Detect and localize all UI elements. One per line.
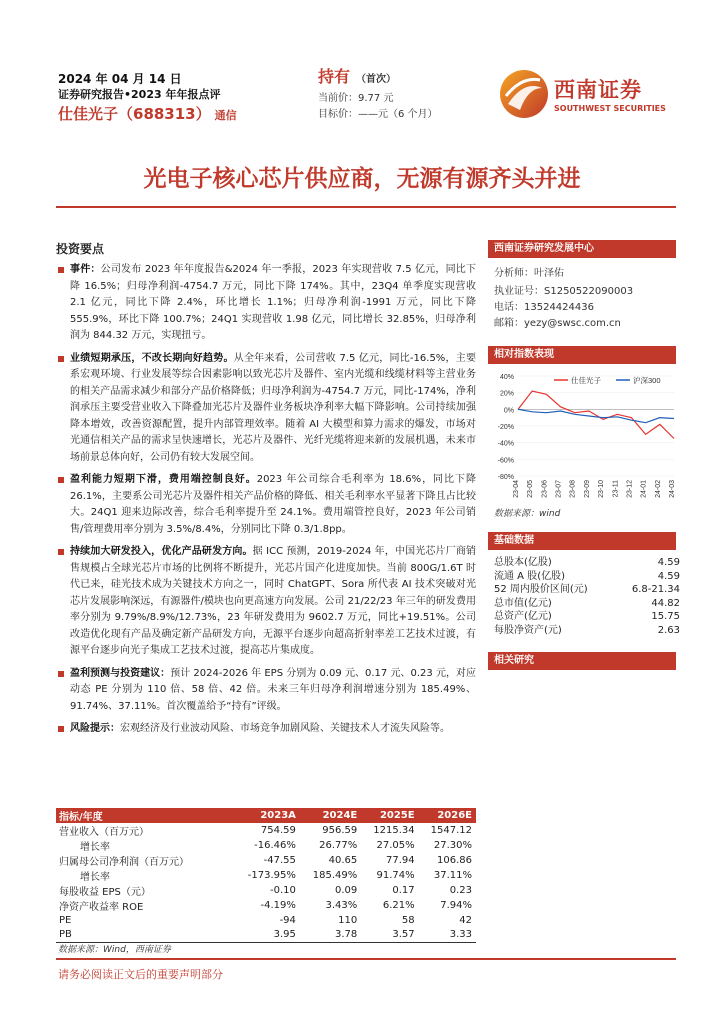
table-row: 净资产收益率 ROE -4.19% 3.43% 6.21% 7.94% xyxy=(59,900,472,913)
analyst-name: 分析师：叶泽佑 xyxy=(494,268,564,279)
title-divider xyxy=(56,206,676,208)
y-tick-label: 20% xyxy=(499,390,514,398)
sector-tag: 通信 xyxy=(214,109,237,122)
research-center-header: 西南证券研究发展中心 xyxy=(488,240,676,258)
table-source: 数据来源：Wind，西南证券 xyxy=(58,945,171,955)
x-tick-label: 24-03 xyxy=(669,480,676,498)
basic-row: 总股本(亿股) 4.59 xyxy=(494,557,680,568)
x-tick-label: 24-02 xyxy=(654,480,662,498)
chart-source: 数据来源：wind xyxy=(494,509,561,519)
series-line-1 xyxy=(518,409,674,422)
report-header xyxy=(58,72,298,127)
basic-row: 总市值(亿元) 44.82 xyxy=(494,597,680,609)
x-tick-label: 23-05 xyxy=(527,480,535,498)
relative-index-header: 相对指数表现 xyxy=(488,346,676,364)
table-row: 营业收入（百万元） 754.59 956.59 1215.34 1547.12 xyxy=(59,825,472,838)
y-tick-label: -60% xyxy=(497,457,514,465)
key-points xyxy=(56,262,476,744)
x-tick-label: 23-11 xyxy=(612,480,620,498)
basic-row: 总资产(亿元) 15.75 xyxy=(494,611,680,622)
rating xyxy=(318,66,488,91)
related-research-header: 相关研究 xyxy=(488,652,676,670)
analyst-email[interactable]: 邮箱：yezy@swsc.com.cn xyxy=(494,318,621,329)
table-header-row: 指标/年度 2023A 2024E 2025E 2026E xyxy=(56,808,476,823)
legend-label: 仕佳光子 xyxy=(571,376,601,385)
x-tick-label: 24-01 xyxy=(640,480,648,498)
report-date: 2024 年 04 月 14 日 xyxy=(58,72,182,86)
x-tick-label: 23-09 xyxy=(583,480,591,498)
table-row: PE -94 110 58 42 xyxy=(59,914,472,926)
report-type: 证券研究报告•2023 年年报点评 xyxy=(58,88,221,101)
logo-cn-text: 西南证券 xyxy=(554,77,642,102)
rating-note: （首次） xyxy=(356,74,397,85)
x-tick-label: 23-07 xyxy=(555,480,563,498)
x-tick-label: 23-08 xyxy=(569,480,577,498)
x-tick-label: 23-04 xyxy=(513,480,520,498)
x-tick-label: 23-06 xyxy=(541,480,549,498)
point-profitability: 盈利能力短期下滑，费用端控制良好。2023 年公司综合毛利率为 18.6%，同比下降 26.1%，主要系公司光芯片及器件相关产品价格的降低、相关毛利率水平显著下降且占比较大。24Q1 迎来边际改善，综合毛利率提升至 24.1%。费用端管控良好，2023 年公司销售/管理费用率分别为 3.5%/8.4%，分别同比下降 0.3/1.8pp。 xyxy=(56,472,476,538)
brand-logo xyxy=(498,66,678,126)
point-event: 事件：公司发布 2023 年年度报告&2024 年一季报，2023 年实现营收 7.5 亿元，同比下降 16.5%；归母净利润-4754.7 万元，同比下降 174%。其中，23Q4 单季度实现营收 2.1 亿元，同比下降 2.4%，环比增长 1.1%；归母净利润-1991 万元，同比下降 555.9%，环比下降 100.7%；24Q1 实现营收 1.98 亿元，同比增长 32.85%，归母净利润为 844.32 万元，实现扭亏。 xyxy=(56,262,476,345)
company-code: 仕佳光子（688313） xyxy=(58,105,211,123)
table-row: 每股收益 EPS（元） -0.10 0.09 0.17 0.23 xyxy=(59,885,472,898)
page-title: 光电子核心芯片供应商，无源有源齐头并进 xyxy=(143,165,581,192)
footer-divider xyxy=(56,958,676,960)
basic-row: 52 周内股价区间(元) 6.8-21.34 xyxy=(494,584,680,595)
basic-row: 流通 A 股(亿股) 4.59 xyxy=(494,570,680,582)
logo-en-text: SOUTHWEST SECURITIES xyxy=(554,104,666,113)
company-name xyxy=(58,103,298,127)
analyst-cert: 执业证号：S1250522090003 xyxy=(494,286,634,297)
table-row: 归属母公司净利润（百万元） -47.55 40.65 77.94 106.86 xyxy=(59,855,472,868)
series-line-0 xyxy=(518,391,674,439)
table-row: 增长率 -173.95% 185.49% 91.74% 37.11% xyxy=(80,870,472,883)
financial-forecast-table xyxy=(56,808,476,943)
point-forecast: 盈利预测与投资建议：预计 2024-2026 年 EPS 分别为 0.09 元、0.17 元、0.23 元，对应动态 PE 分别为 110 倍、58 倍、42 倍。未来三年归母净利润增速分别为 185.49%、91.74%、37.11%。首次覆盖给予“持有”评级。 xyxy=(56,666,476,716)
section-heading: 投资要点 xyxy=(56,242,105,256)
analyst-phone: 电话：13524424436 xyxy=(494,302,594,313)
target-price: 目标价：——元（6 个月） xyxy=(318,109,438,120)
rating-value: 持有 xyxy=(318,67,351,86)
rating-block xyxy=(318,66,488,123)
logo-mark-icon xyxy=(498,66,550,122)
y-tick-label: -20% xyxy=(497,424,514,431)
point-rnd: 持续加大研发投入，优化产品研发方向。据 ICC 预测，2019-2024 年，中国光芯片厂商销售规模占全球光芯片市场的比例将不断提升，光芯片国产化进度加快。当前 800G/1.6T 时代已来，硅光技术成为关键技术方向之一，同时 ChatGPT、Sora 所代表 AI 技术突破对光芯片发展影响深远，有源器件/模块也向更高速方向发展。公司 21/22/23 年三年的研发费用率分别为 9.79%/8.9%/12.73%，23 年研发费用为 9602.7 万元，同比+19.51%。公司改造优化现有产品及确定新产品研发方向，无源平台逐步向超高折射率差工艺技术过渡，有源平台逐步向光子集成工艺技术过渡，提高芯片集成度。 xyxy=(56,544,476,660)
y-tick-label: -80% xyxy=(497,474,514,481)
current-price: 当前价：9.77 元 xyxy=(318,93,394,104)
legend-label: 沪深300 xyxy=(633,376,661,385)
basic-row: 每股净资产(元) 2.63 xyxy=(494,624,680,636)
y-tick-label: 40% xyxy=(499,374,514,381)
y-tick-label: 0% xyxy=(503,407,514,415)
basic-data-list xyxy=(494,556,680,637)
relative-index-chart xyxy=(488,368,680,500)
x-tick-label: 23-10 xyxy=(598,480,606,498)
table-row: PB 3.95 3.78 3.57 3.33 xyxy=(56,928,476,943)
basic-data-header: 基础数据 xyxy=(488,532,676,550)
x-tick-label: 23-12 xyxy=(626,480,634,498)
y-tick-label: -40% xyxy=(497,440,514,448)
table-row: 增长率 -16.46% 26.77% 27.05% 27.30% xyxy=(80,840,472,853)
disclaimer-note: 请务必阅读正文后的重要声明部分 xyxy=(58,968,223,981)
point-performance: 业绩短期承压，不改长期向好趋势。从全年来看，公司营收 7.5 亿元，同比-16.5%，主要系宏观环境、行业发展等综合因素影响以致光芯片及器件、室内光缆和线缆材料等主营业务的相关产品需求减少和部分产品价格降低；归母净利润为-4754.7 万元，同比-174%，净利润承压主要受营业收入下降叠加光芯片及器件业务板块净利率大幅下降影响。公司持续加强降本增效，改善资源配置，提升内部管理效率。随着 AI 大模型和算力需求的爆发，市场对光通信相关产品的需求呈快速增长，光芯片及器件、光纤光缆将迎来新的发展机遇，未来市场前景总体向好，公司仍有较大发展空间。 xyxy=(56,351,476,467)
point-risk: 风险提示：宏观经济及行业波动风险、市场竞争加剧风险、关键技术人才流失风险等。 xyxy=(56,721,476,738)
